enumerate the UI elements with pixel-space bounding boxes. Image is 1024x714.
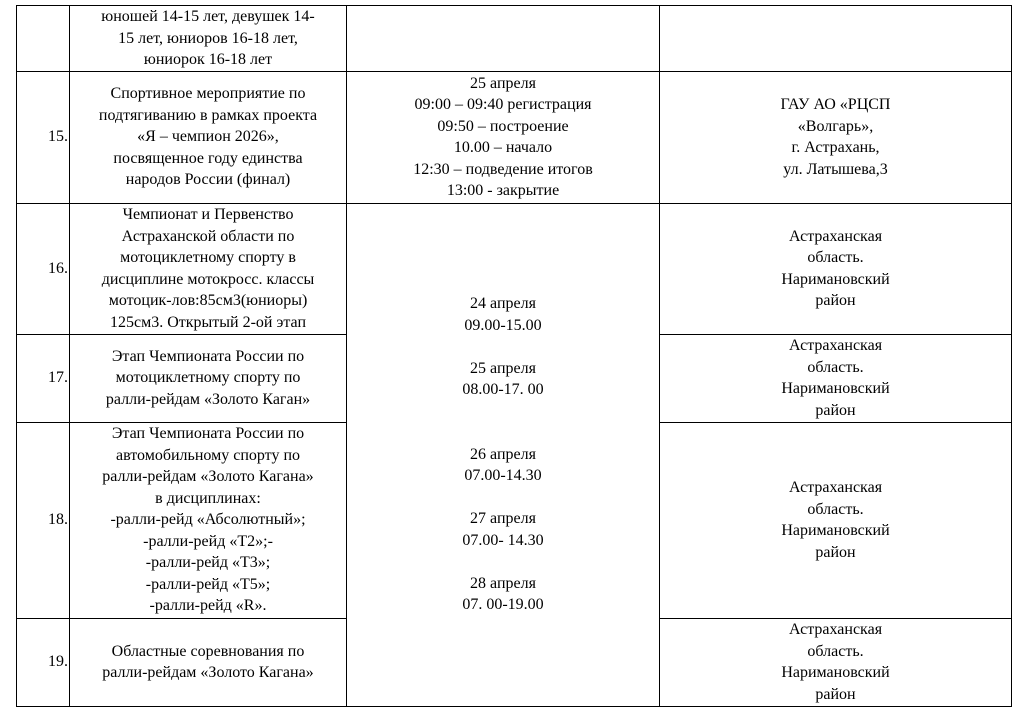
event-line: -ралли-рейд «Абсолютный»; [110,511,306,529]
schedule-time: 09.00-15.00 [464,316,542,334]
event-line: подтягиванию в рамках проекта [98,106,318,124]
row-number: 17. [17,334,70,422]
event-line: 125см3. Открытый 2-ой этап [110,313,306,331]
venue-line: «Волгарь», [797,117,874,135]
event-venue [660,422,1012,618]
event-line: юниорок 16-18 лет [143,51,273,68]
event-line: Спортивное мероприятие по [110,85,306,103]
event-line: -ралли-рейд «R». [149,597,267,615]
event-schedule [347,6,660,72]
event-line: ралли-рейдам «Золото Каган» [105,390,311,408]
event-venue [660,6,1012,72]
schedule-line: 09:50 – построение [437,117,569,135]
events-table [16,5,1012,707]
schedule-line: 09:00 – 09:40 регистрация [414,96,592,113]
venue-line: Наримановский [781,380,890,397]
event-line: -ралли-рейд «Т5»; [145,575,271,593]
event-venue [660,618,1012,706]
event-line: мотоциклетному спорту в [120,249,296,266]
event-line: посвященное году единства [113,149,303,167]
table-row [17,6,1012,72]
schedule-date: 26 апреля [470,445,536,463]
venue-line: Наримановский [781,664,890,681]
event-venue [660,203,1012,334]
venue-line: район [815,292,856,309]
venue-line: район [815,685,856,703]
schedule-date: 24 апреля [470,295,536,313]
event-line: Чемпионат и Первенство [122,206,294,223]
venue-line: Наримановский [781,522,890,539]
schedule-spacer [351,422,655,444]
schedule-line: 13:00 - закрытие [446,182,560,199]
event-line: Астраханской области по [121,227,295,245]
row-number: 16. [17,203,70,334]
row-number [17,6,70,72]
event-description [70,422,347,618]
table-row [17,71,1012,203]
event-description [70,334,347,422]
schedule-date: 25 апреля [470,359,536,377]
event-line: ралли-рейдам «Золото Кагана» [102,468,314,486]
schedule-time: 07.00-14.30 [464,467,542,485]
event-line: «Я – чемпион 2026», [137,128,279,146]
venue-line: ГАУ АО «РЦСП [780,96,891,113]
schedule-line: 25 апреля [470,74,536,92]
venue-line: Астраханская [788,227,883,245]
schedule-date: 28 апреля [470,574,536,592]
row-number: 18. [17,422,70,618]
event-line: юношей 14-15 лет, девушек 14- [101,8,315,25]
venue-line: область. [807,500,864,518]
event-line: -ралли-рейд «Т2»;- [143,532,273,550]
venue-line: Наримановский [781,270,890,288]
event-venue [660,334,1012,422]
schedule-date: 27 апреля [470,510,536,528]
event-description [70,6,347,72]
event-line: дисциплине мотокросс. классы [101,270,315,288]
event-description [70,203,347,334]
schedule-time: 08.00-17. 00 [462,381,544,399]
venue-line: Астраханская [788,479,883,496]
merged-schedule [347,203,660,706]
schedule-spacer [351,401,655,423]
schedule-spacer [351,551,655,573]
venue-line: Астраханская [788,621,883,638]
event-line: -ралли-рейд «Т3»; [145,554,271,572]
event-venue [660,71,1012,203]
venue-line: район [815,401,856,419]
venue-line: г. Астрахань, [791,139,880,156]
event-line: Этап Чемпионата России по [111,347,305,365]
venue-line: ул. Латышева,3 [783,160,888,178]
venue-line: область. [807,358,864,376]
event-description [70,71,347,203]
row-number: 15. [17,71,70,203]
venue-line: район [815,543,856,561]
event-line: мотоцик-лов:85см3(юниоры) [108,292,308,309]
venue-line: область. [807,642,864,660]
event-line: ралли-рейдам «Золото Кагана» [102,664,314,681]
venue-line: область. [807,249,864,266]
event-description [70,618,347,706]
table-row [17,203,1012,334]
event-line: в дисциплинах: [155,489,261,507]
event-line: Областные соревнования по [111,642,305,660]
event-schedule [347,71,660,203]
schedule-time: 07. 00-19.00 [462,596,544,614]
schedule-spacer [351,336,655,358]
event-line: народов России (финал) [125,171,291,189]
row-number: 19. [17,618,70,706]
venue-line: Астраханская [788,337,883,354]
event-line: автомобильному спорту по [115,446,301,464]
schedule-line: 10.00 – начало [453,139,553,156]
schedule-time: 07.00- 14.30 [462,531,544,549]
event-line: Этап Чемпионата России по [111,425,305,443]
schedule-spacer [351,487,655,509]
event-line: 15 лет, юниоров 16-18 лет, [118,29,298,47]
event-line: мотоциклетному спорту по [115,369,301,387]
schedule-line: 12:30 – подведение итогов [413,160,593,178]
